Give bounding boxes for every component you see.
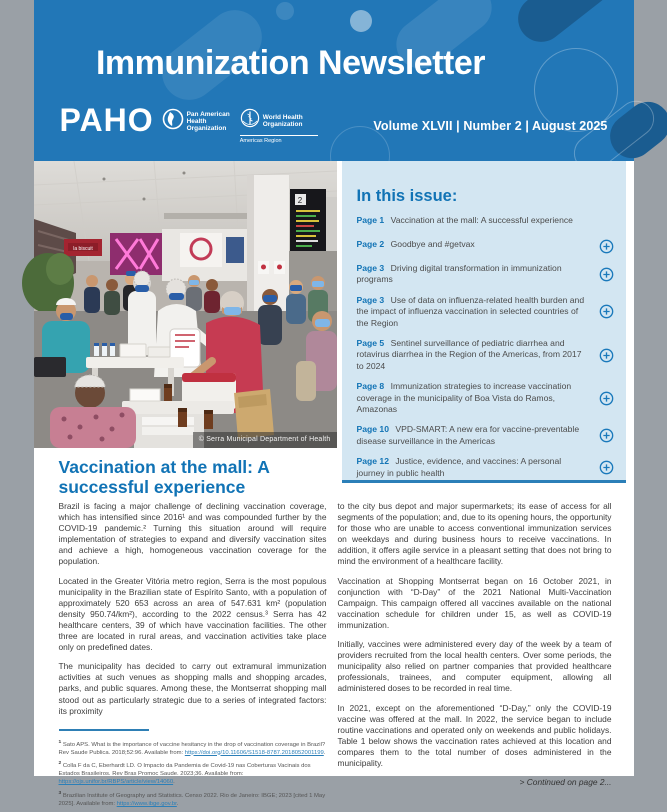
article-paragraph: Vaccination at Shopping Montserrat began on 16 October 2021, in conjunction with “D-Day” of the 2021 National Multi-Vaccination Campaign. This campaign offered all vaccines available on the national vaccination schedule for children under 15, as well as COVID-19 immunization. <box>337 575 612 630</box>
toc-item[interactable] <box>357 295 618 329</box>
footnote <box>59 790 327 809</box>
toc-item-text <box>357 338 594 372</box>
footnote-text: Brazilian Institute of Geography and Statistics. Censo 2022. Rio de Janeiro: IBGE; 2023 [cited 1 May 2025]. Available from: <box>58 793 326 808</box>
who-divider <box>240 135 318 136</box>
article-paragraph: In 2021, except on the aforementioned “D-Day,” only the COVID-19 vaccine was offered at the mall. In 2022, the service began to include routine vaccinations and operated only on weekends and public holidays. Table 1 below shows the vaccination rates achieved at this location and compares them to the total number of doses administered in the municipality. <box>337 702 612 768</box>
article-paragraph: Located in the Greater Vitória metro region, Serra is the most populous municipality in the Brazilian state of Espírito Santo, with a population of approximately 520 653 across an area of 547.631 km² (population density 950.74/km²), according to the 2022 census.³ Serra has 42 healthcare centers, 39 of which have vaccination facilities. The other three are located in rural areas, and vaccination activities take place only on predefined dates. <box>58 575 327 653</box>
toc-item[interactable] <box>357 456 618 479</box>
plus-circle-icon[interactable] <box>599 460 614 475</box>
article-photo <box>34 161 337 448</box>
footnotes <box>59 739 327 809</box>
toc-heading: In this issue: <box>356 187 458 205</box>
footnote-after: . <box>323 749 326 756</box>
toc-item-title: Immunization strategies to increase vaccination coverage in the municipality of Boa Vista do Ramos, Amazonas <box>356 381 572 415</box>
toc-item-text <box>357 424 594 447</box>
article-paragraph: Initially, vaccines were administered every day of the week by a team of providers recruited from the local health centers. Over some periods, the municipality also relied on partner companies that provided healthcare professionals, trainees, and computer equipment, allowing all administered doses to be recorded in real time. <box>337 639 612 694</box>
newsletter-page <box>34 0 634 808</box>
toc-item-page: Page 3 <box>356 294 387 305</box>
article-paragraph: Brazil is facing a major challenge of declining vaccination coverage, which has intensified since 2016¹ and was compounded further by the COVID-19 pandemic.² Turning this situation around will require implementation of strategies to expand and diversify vaccination sites and achieve a high, homogeneous vaccination coverage for the population. <box>58 501 327 567</box>
toc-item-title: Sentinel surveillance of pediatric diarrhea and rotavirus diarrhea in the Region of the Americas, from 2017 to 2024 <box>356 338 582 371</box>
toc-item-page: Page 12 <box>356 456 392 467</box>
paho-org-name: Pan American Health Organization <box>186 111 230 132</box>
paho-org-block <box>162 108 230 135</box>
photo-credit: © Serra Municipal Department of Health <box>193 432 337 448</box>
toc-item-expand[interactable] <box>594 295 618 329</box>
toc-item-page: Page 2 <box>356 239 387 249</box>
footnote <box>59 739 327 758</box>
toc-item-expand[interactable] <box>594 338 618 372</box>
toc-item-page: Page 8 <box>356 381 387 392</box>
deco-circle-faint <box>276 2 294 20</box>
toc-item-expand[interactable] <box>594 456 618 479</box>
paho-globe-icon <box>162 108 184 135</box>
volume-info: Volume XLVII | Number 2 | August 2025 <box>373 119 608 133</box>
toc-item[interactable] <box>357 263 618 286</box>
footnote-marker: 3 <box>58 791 62 797</box>
footnote-link[interactable]: https://doi.org/10.11606/S1518-8787.2018052001199 <box>184 749 324 756</box>
toc-item[interactable] <box>357 215 618 230</box>
footnote-marker: 1 <box>58 739 62 745</box>
toc-item-page: Page 10 <box>356 424 392 435</box>
toc-item-page: Page 3 <box>356 263 387 273</box>
footnote-after: . <box>173 779 175 786</box>
toc-item-text <box>357 263 594 286</box>
plus-circle-icon[interactable] <box>599 391 614 406</box>
toc-item-title: Goodbye and #getvax <box>390 239 475 249</box>
toc-item-title: Use of data on influenza-related health burden and the impact of influenza vaccination in selected countries of the Region <box>356 294 585 328</box>
toc-item-page: Page 1 <box>356 215 387 225</box>
article-column-left <box>59 501 327 812</box>
footnote-text: Colla F da C, Eberhardt LD. O Impacto da Pandemia de Covid-19 nas Coberturas Vacinais dos Estados Brasileiros. Rev Bras Promoc Saude. 2023;36. Available from: <box>58 763 311 778</box>
article-paragraph: to the city bus depot and major supermarkets; its ease of access for all segments of the population; and, due to its opening hours, the opportunity for those who are unable to access conventional immunization services on weekdays and during business hours to receive vaccinations. In addition, it offers agile service in a pleasant setting that does not bring to mind the environment of a healthcare facility. <box>337 501 612 567</box>
newsletter-title: Immunization Newsletter <box>95 44 485 82</box>
footnote-after: . <box>176 801 179 808</box>
toc-item-text <box>357 456 594 479</box>
toc-item-page: Page 5 <box>356 338 387 349</box>
footnote-link[interactable]: https://www.ibge.gov.br <box>116 801 177 808</box>
toc-item-title: Justice, evidence, and vaccines: A personal journey in public health <box>356 456 562 478</box>
plus-circle-icon[interactable] <box>599 304 614 319</box>
footnote <box>59 760 327 787</box>
continued-note: > Continued on page 2... <box>519 777 612 788</box>
plus-circle-icon[interactable] <box>599 428 614 443</box>
plus-circle-icon[interactable] <box>599 348 614 363</box>
footnote-link[interactable]: https://ojs.unifor.br/RBPS/article/view/14060 <box>58 779 174 786</box>
toc-item-text <box>357 215 594 230</box>
svg-text:2: 2 <box>297 196 302 205</box>
article-title: Vaccination at the mall: A successful experience <box>58 457 270 497</box>
who-emblem-icon <box>240 108 260 133</box>
toc-list <box>357 215 618 479</box>
newsletter-header <box>34 0 634 161</box>
toc-item-expand[interactable] <box>594 239 618 254</box>
toc-item[interactable] <box>357 239 618 254</box>
toc-item-title: Driving digital transformation in immunization programs <box>356 263 562 285</box>
mall-vaccination-illustration <box>34 161 337 448</box>
paho-logo <box>60 103 318 144</box>
footnote-marker: 2 <box>58 761 62 767</box>
paho-wordmark: PAHO <box>59 102 154 138</box>
toc-item-text <box>357 295 594 329</box>
who-block <box>240 108 318 144</box>
plus-circle-icon[interactable] <box>599 239 614 254</box>
article-paragraph: The municipality has decided to carry out extramural immunization activities at such venues as shopping malls and shopping arcades, parks, and public squares. Among these, the Montserrat shopping mall stood out as particularly strategic due to a series of integrated factors: its proximity <box>58 661 327 716</box>
in-this-issue-panel <box>342 161 626 483</box>
footnote-divider <box>59 729 149 731</box>
deco-circle-bright <box>350 10 372 32</box>
toc-item-expand[interactable] <box>594 381 618 415</box>
svg-text:la biscuit: la biscuit <box>72 246 93 252</box>
article-column-right <box>338 501 612 788</box>
toc-item-text <box>357 239 594 254</box>
toc-item-text <box>357 381 594 415</box>
toc-item-expand[interactable] <box>594 263 618 286</box>
toc-item-expand[interactable] <box>594 424 618 447</box>
toc-item[interactable] <box>357 424 618 447</box>
who-org-name: World Health Organization <box>262 113 303 128</box>
footnote-text: Sato APS. What is the importance of vaccine hesitancy in the drop of vaccination coverage in Brazil? Rev Saude Publica. 2018;52:96. Available from: <box>58 741 326 756</box>
toc-item[interactable] <box>357 381 618 415</box>
toc-item-title: Vaccination at the mall: A successful experience <box>390 215 573 225</box>
plus-circle-icon[interactable] <box>599 267 614 282</box>
who-region-label: Americas Region <box>239 138 282 144</box>
toc-item[interactable] <box>357 338 618 372</box>
toc-item-title: VPD-SMART: A new era for vaccine-preventable disease surveillance in the Americas <box>356 424 580 446</box>
